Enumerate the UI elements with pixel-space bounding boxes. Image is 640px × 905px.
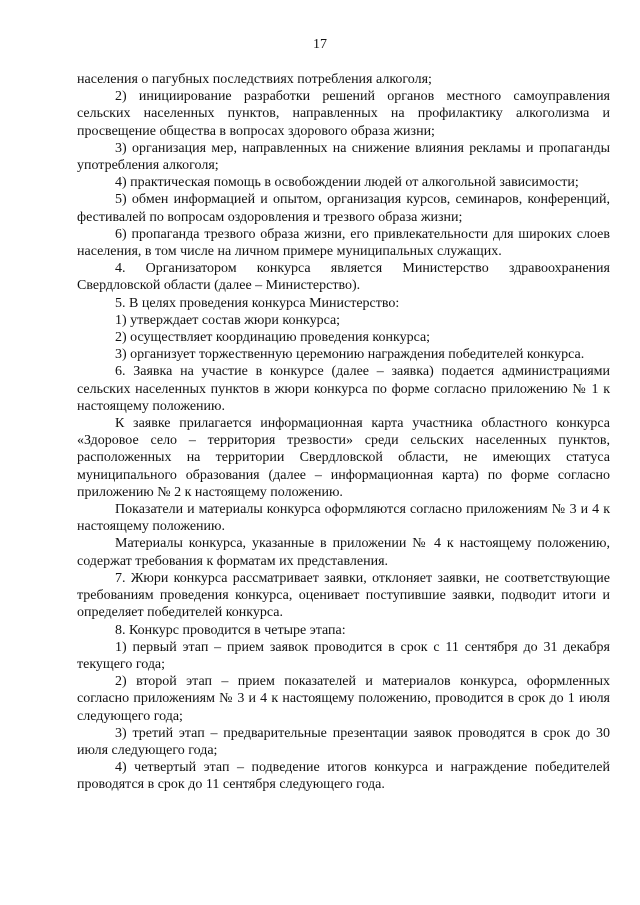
paragraph: 3) организация мер, направленных на снижение влияния рекламы и пропаганды употребления алкоголя; — [77, 140, 610, 174]
paragraph: 2) второй этап – прием показателей и материалов конкурса, оформленных согласно приложениям № 3 и 4 к настоящему положению, проводится в срок до 1 июля следующего года; — [77, 674, 610, 724]
paragraph: 4. Организатором конкурса является Министерство здравоохранения Свердловской области (далее – Министерство). — [77, 261, 610, 294]
paragraph: 2) осуществляет координацию проведения конкурса; — [115, 330, 431, 346]
paragraph: 5. В целях проведения конкурса Министерство: — [115, 295, 400, 311]
paragraph: 4) практическая помощь в освобождении людей от алкогольной зависимости; — [115, 175, 579, 191]
document-body — [77, 71, 610, 794]
paragraph: 1) утверждает состав жюри конкурса; — [115, 312, 341, 328]
paragraph: К заявке прилагается информационная карта участника областного конкурса «Здоровое село – территория трезвости» среди сельских населенных пунктов, расположенных на территории Свердловской области, не имеющих статуса муниципального образования (далее – информационная карта) по форме согласно приложению № 2 к настоящему положению. — [77, 416, 610, 500]
paragraph: 8. Конкурс проводится в четыре этапа: — [115, 622, 346, 638]
paragraph: 5) обмен информацией и опытом, организация курсов, семинаров, конференций, фестивалей по вопросам оздоровления и трезвого образа жизни; — [77, 192, 610, 225]
paragraph: 4) четвертый этап – подведение итогов конкурса и награждение победителей проводятся в срок до 11 сентября следующего года. — [77, 760, 610, 793]
paragraph: населения о пагубных последствиях потребления алкоголя; — [77, 72, 432, 87]
paragraph: Показатели и материалы конкурса оформляются согласно приложениям № 3 и 4 к настоящему положению. — [77, 502, 610, 535]
paragraph: 3) организует торжественную церемонию награждения победителей конкурса. — [115, 347, 585, 363]
paragraph: Материалы конкурса, указанные в приложении № 4 к настоящему положению, содержат требования к форматам их представления. — [77, 536, 610, 569]
paragraph: 6. Заявка на участие в конкурсе (далее – заявка) подается администрациями сельских населенных пунктов в жюри конкурса по форме согласно приложению № 1 к настоящему положению. — [77, 364, 610, 414]
paragraph: 1) первый этап – прием заявок проводится в срок с 11 сентября до 31 декабря текущего года; — [77, 639, 610, 672]
paragraph: 7. Жюри конкурса рассматривает заявки, отклоняет заявки, не соответствующие требованиям проведения конкурса, оценивает поступившие заявки, подводит итоги и определяет победителей конкурса. — [77, 570, 610, 621]
page-number: 17 — [313, 37, 327, 52]
paragraph: 6) пропаганда трезвого образа жизни, его привлекательности для широких слоев населения, в том числе на личном примере муниципальных служащих. — [77, 226, 610, 260]
paragraph: 3) третий этап – предварительные презентации заявок проводятся в срок до 30 июля следующего года; — [77, 725, 610, 758]
paragraph: 2) инициирование разработки решений органов местного самоуправления сельских населенных пунктов, направленных на профилактику алкоголизма и просвещение общества в вопросах здорового образа жизни; — [77, 89, 610, 139]
